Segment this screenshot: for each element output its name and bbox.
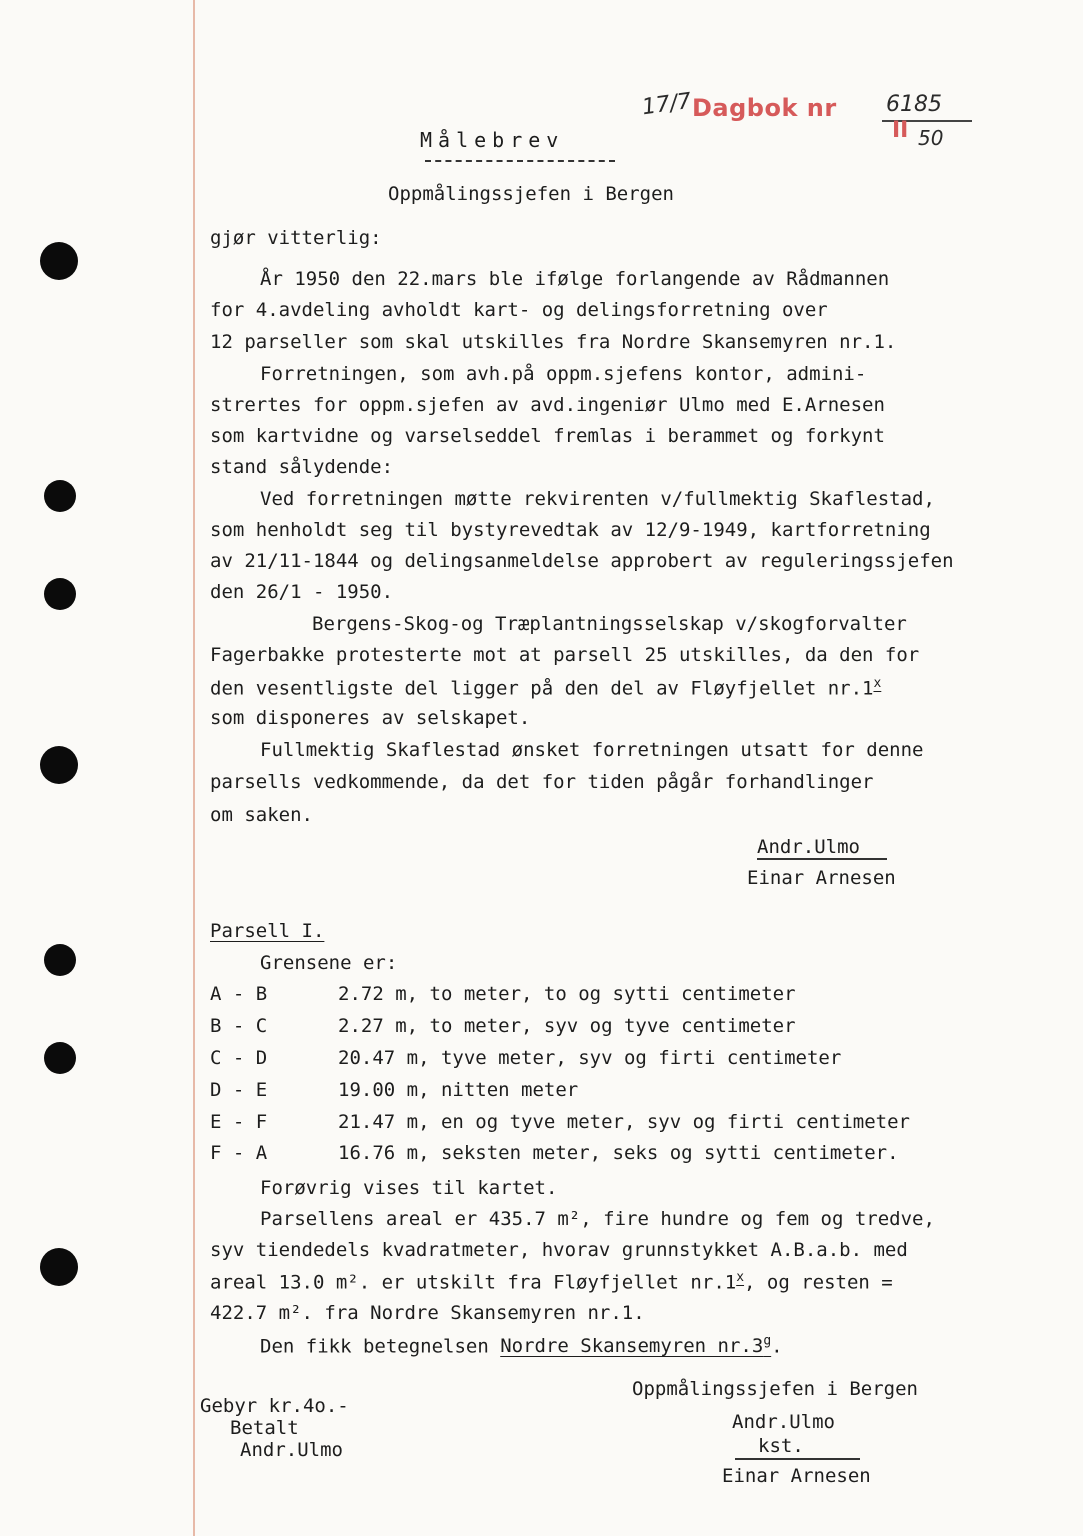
intro-line: den 26/1 - 1950. xyxy=(210,581,394,603)
margin-line xyxy=(193,0,195,1536)
issuer-heading: Oppmålingssjefen i Bergen xyxy=(388,183,674,205)
intro-line: Fagerbakke protesterte mot at parsell 25 utskilles, da den for xyxy=(210,644,920,666)
document-title: Målebrev xyxy=(420,128,565,152)
stamp-roman: II xyxy=(892,118,909,143)
punch-hole xyxy=(44,480,76,512)
intro-line: Forretningen, som avh.på oppm.sjefens kontor, admini- xyxy=(260,363,867,385)
intro-text: den vesentligste del ligger på den del av Fløyfjellet nr.1 xyxy=(210,677,874,700)
intro-line: Fullmektig Skaflestad ønsket forretningen utsatt for denne xyxy=(260,739,924,761)
parcel-line xyxy=(210,1270,893,1293)
superscript-x: x xyxy=(736,1270,745,1285)
parcel-heading: Parsell I. xyxy=(210,920,325,942)
intro-line: År 1950 den 22.mars ble ifølge forlangende av Rådmannen xyxy=(260,268,890,290)
boundary-code: B - C xyxy=(210,1015,268,1037)
punch-hole xyxy=(44,578,76,610)
intro-line xyxy=(210,676,881,699)
fee-line: Gebyr kr.4o.- xyxy=(200,1395,349,1417)
parcel-text: , og resten = xyxy=(744,1271,893,1294)
intro-line: stand sålydende: xyxy=(210,456,394,478)
intro-line: av 21/11-1844 og delingsanmeldelse approbert av reguleringssjefen xyxy=(210,550,954,572)
paid-by: Andr.Ulmo xyxy=(240,1439,343,1461)
footer-role: kst. xyxy=(758,1435,804,1457)
boundary-code: E - F xyxy=(210,1111,268,1133)
parcel-line: 422.7 m². fra Nordre Skansemyren nr.1. xyxy=(210,1302,645,1324)
parcel-text: areal 13.0 m². er utskilt fra Fløyfjellet nr.1 xyxy=(210,1271,737,1294)
intro-line: Bergens-Skog-og Træplantningsselskap v/skogforvalter xyxy=(312,613,907,635)
punch-hole xyxy=(40,242,78,280)
punch-hole xyxy=(44,1042,76,1074)
footer-signature: Einar Arnesen xyxy=(722,1465,871,1487)
footer-signature: Andr.Ulmo xyxy=(732,1411,835,1433)
stamp-year: 50 xyxy=(918,126,944,150)
signature-underline xyxy=(735,1458,860,1460)
designation-text: Nordre Skansemyren nr.3 xyxy=(500,1335,764,1358)
boundary-value: 2.72 m, to meter, to og sytti centimeter xyxy=(338,983,796,1005)
signature-name: Einar Arnesen xyxy=(747,867,896,889)
intro-line: Ved forretningen møtte rekvirenten v/fullmektig Skaflestad, xyxy=(260,488,935,510)
boundaries-label: Grensene er: xyxy=(260,952,398,974)
boundary-code: F - A xyxy=(210,1142,268,1164)
parcel-line: Parsellens areal er 435.7 m², fire hundre og fem og tredve, xyxy=(260,1208,935,1230)
boundary-code: D - E xyxy=(210,1079,268,1101)
title-underline xyxy=(425,160,615,162)
intro-line: som henholdt seg til bystyrevedtak av 12/9-1949, kartforretning xyxy=(210,519,931,541)
intro-line: som kartvidne og varselseddel fremlas i berammet og forkynt xyxy=(210,425,885,447)
parcel-text: . xyxy=(771,1335,783,1358)
signature-name: Andr.Ulmo xyxy=(757,836,860,858)
boundary-value: 20.47 m, tyve meter, syv og firti centimeter xyxy=(338,1047,842,1069)
intro-line: 12 parseller som skal utskilles fra Nordre Skansemyren nr.1. xyxy=(210,331,897,353)
boundary-code: C - D xyxy=(210,1047,268,1069)
superscript-x: x xyxy=(873,676,882,691)
designation-letter: g xyxy=(763,1334,772,1349)
boundary-value: 21.47 m, en og tyve meter, syv og firti centimeter xyxy=(338,1111,910,1133)
intro-line: gjør vitterlig: xyxy=(210,227,382,249)
signature-underline xyxy=(757,858,887,860)
intro-line: strertes for oppm.sjefen av avd.ingeniør Ulmo med E.Arnesen xyxy=(210,394,885,416)
intro-line: parsells vedkommende, da det for tiden pågår forhandlinger xyxy=(210,771,874,793)
intro-line: som disponeres av selskapet. xyxy=(210,707,531,729)
parcel-line: syv tiendedels kvadratmeter, hvorav grunnstykket A.B.a.b. med xyxy=(210,1239,908,1261)
punch-hole xyxy=(40,1248,78,1286)
parcel-line xyxy=(260,1334,783,1357)
issuer-footer: Oppmålingssjefen i Bergen xyxy=(632,1378,918,1400)
boundary-value: 16.76 m, seksten meter, seks og sytti centimeter. xyxy=(338,1142,899,1164)
boundary-code: A - B xyxy=(210,983,268,1005)
parcel-line: Forøvrig vises til kartet. xyxy=(260,1177,558,1199)
intro-line: for 4.avdeling avholdt kart- og delingsforretning over xyxy=(210,299,828,321)
punch-hole xyxy=(40,746,78,784)
parcel-designation xyxy=(500,1335,771,1357)
paid-line: Betalt xyxy=(230,1417,299,1439)
stamp-label: Dagbok nr xyxy=(692,94,837,122)
intro-line: om saken. xyxy=(210,804,313,826)
stamp-date: 17/7 xyxy=(640,88,693,121)
stamp-number: 6185 xyxy=(886,92,942,117)
parcel-text: Den fikk betegnelsen xyxy=(260,1335,501,1358)
boundary-value: 2.27 m, to meter, syv og tyve centimeter xyxy=(338,1015,796,1037)
boundary-value: 19.00 m, nitten meter xyxy=(338,1079,579,1101)
punch-hole xyxy=(44,944,76,976)
